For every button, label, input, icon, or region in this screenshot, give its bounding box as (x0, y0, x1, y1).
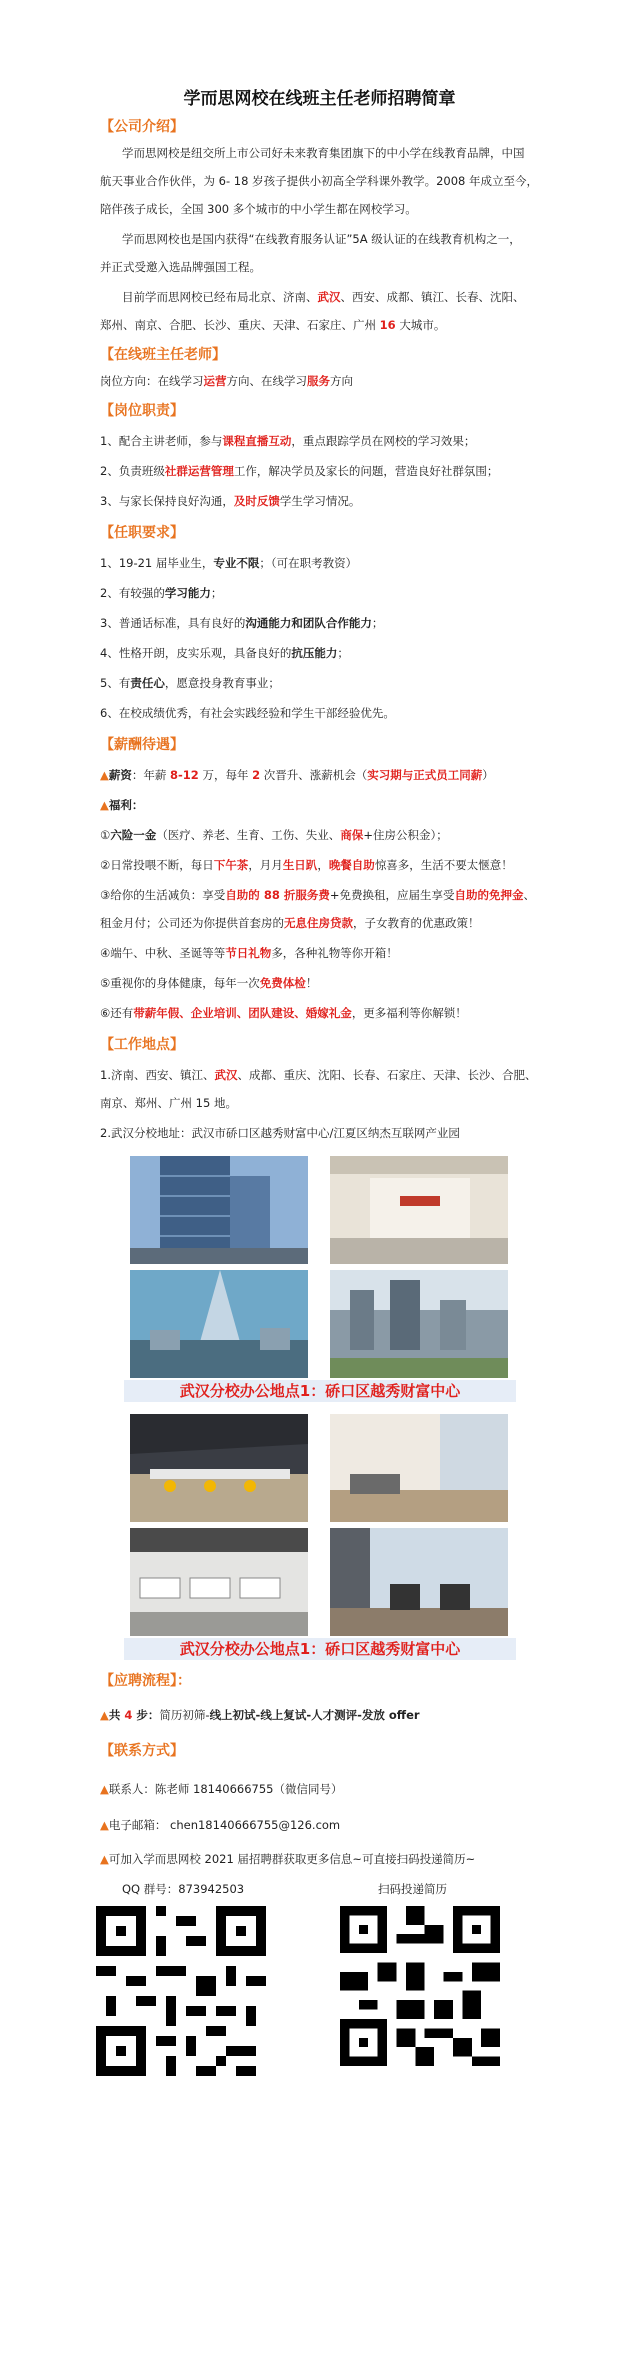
contact-email: ▲电子邮箱： chen18140666755@126.com (100, 1818, 341, 1832)
company-para-1b: 航天事业合作伙伴，为 6- 18 岁孩子提供小初高全学科课外教学。2008 年成立至今， (100, 174, 538, 188)
welfare-item-3-line2: 租金月付；公司还为你提供首套房的无息住房贷款，子女教育的优惠政策！ (100, 916, 480, 930)
triangle-bullet-icon: ▲ (100, 1852, 109, 1866)
section-place-heading: 【工作地点】 (100, 1037, 184, 1053)
triangle-bullet-icon: ▲ (100, 1708, 109, 1722)
triangle-bullet-icon: ▲ (100, 798, 109, 812)
welfare-item-3: ③给你的生活减负：享受自助的 88 折服务费+免费换租，应届生享受自助的免押金、 (100, 888, 535, 902)
section-contact-heading: 【联系方式】 (100, 1743, 184, 1759)
section-req-heading: 【任职要求】 (100, 525, 184, 541)
welfare-item-2: ②日常投喂不断，每日下午茶，月月生日趴，晚餐自助惊喜多，生活不要太惬意！ (100, 858, 513, 872)
qr-code-group (96, 1906, 266, 2079)
section-process-heading: 【应聘流程】： (100, 1673, 191, 1689)
gym-photo (330, 1528, 508, 1636)
lounge-photo (330, 1414, 508, 1522)
company-para-1a: 学而思网校是纽交所上市公司好未来教育集团旗下的中小学在线教育品牌，中国 (122, 146, 525, 160)
req-item-4: 4、性格开朗，皮实乐观，具备良好的抗压能力； (100, 646, 349, 660)
company-para-2b: 并正式受邀入选品牌强国工程。 (100, 260, 261, 274)
section-company-heading: 【公司介绍】 (100, 119, 184, 135)
welfare-label: ▲福利： (100, 798, 144, 812)
req-item-5: 5、有责任心，愿意投身教育事业； (100, 676, 280, 690)
workspace-photo (130, 1528, 308, 1636)
aerial-photo (130, 1270, 308, 1378)
salary-line: ▲薪资：年薪 8-12 万，每年 2 次晋升、涨薪机会（实习期与正式员工同薪） (100, 768, 494, 782)
contact-person: ▲联系人：陈老师 18140666755（微信同号） (100, 1782, 343, 1796)
qr-code-resume (340, 1906, 500, 2069)
welfare-item-5: ⑤重视你的身体健康，每年一次免费体检！ (100, 976, 318, 990)
company-para-1c: 陪伴孩子成长，全国 300 多个城市的中小学生都在网校学习。 (100, 202, 417, 216)
welfare-item-6: ⑥还有带薪年假、企业培训、团队建设、婚嫁礼金，更多福利等你解锁！ (100, 1006, 467, 1020)
office-photo (130, 1414, 308, 1522)
welfare-item-1: ①六险一金（医疗、养老、生育、工伤、失业、商保+住房公积金）； (100, 828, 448, 842)
city-photo (330, 1270, 508, 1378)
company-para-3a: 目前学而思网校已经布局北京、济南、武汉、西安、成都、镇江、长春、沈阳、 (122, 290, 525, 304)
office-caption-2: 武汉分校办公地点1：硚口区越秀财富中心 (124, 1638, 516, 1660)
teacher-direction: 岗位方向：在线学习运营方向、在线学习服务方向 (100, 374, 353, 388)
triangle-bullet-icon: ▲ (100, 1818, 109, 1832)
triangle-bullet-icon: ▲ (100, 768, 109, 782)
scan-to-apply-label: 扫码投递简历 (378, 1882, 447, 1896)
req-item-3: 3、普通话标准，具有良好的沟通能力和团队合作能力； (100, 616, 384, 630)
welfare-item-4: ④端午、中秋、圣诞等等节日礼物多，各种礼物等你开箱！ (100, 946, 398, 960)
place-line-2: 南京、郑州、广州 15 地。 (100, 1096, 237, 1110)
company-para-2a: 学而思网校也是国内获得“在线教育服务认证”5A 级认证的在线教育机构之一， (122, 232, 521, 246)
duty-item-3: 3、与家长保持良好沟通，及时反馈学生学习情况。 (100, 494, 361, 508)
lobby-photo (330, 1156, 508, 1264)
req-item-1: 1、19-21 届毕业生，专业不限；（可在职考教资） (100, 556, 358, 570)
duty-item-1: 1、配合主讲老师，参与课程直播互动，重点跟踪学员在网校的学习效果； (100, 434, 476, 448)
section-salary-heading: 【薪酬待遇】 (100, 737, 184, 753)
duty-item-2: 2、负责班级社群运营管理工作，解决学员及家长的问题，营造良好社群氛围； (100, 464, 499, 478)
place-line-3: 2.武汉分校地址：武汉市硚口区越秀财富中心/江夏区纳杰互联网产业园 (100, 1126, 460, 1140)
req-item-6: 6、在校成绩优秀，有社会实践经验和学生干部经验优先。 (100, 706, 395, 720)
contact-group-note: ▲可加入学而思网校 2021 届招聘群获取更多信息~可直接扫码投递简历~ (100, 1852, 476, 1866)
qq-group-number: QQ 群号：873942503 (122, 1882, 245, 1896)
place-line-1: 1.济南、西安、镇江、武汉、成都、重庆、沈阳、长春、石家庄、天津、长沙、合肥、 (100, 1068, 537, 1082)
company-para-3b: 郑州、南京、合肥、长沙、重庆、天津、石家庄、广州 16 大城市。 (100, 318, 446, 332)
section-teacher-heading: 【在线班主任老师】 (100, 347, 226, 363)
section-duty-heading: 【岗位职责】 (100, 403, 184, 419)
office-caption-1: 武汉分校办公地点1：硚口区越秀财富中心 (124, 1380, 516, 1402)
req-item-2: 2、有较强的学习能力； (100, 586, 223, 600)
page-title: 学而思网校在线班主任老师招聘简章 (183, 89, 456, 109)
building-photo (130, 1156, 308, 1264)
process-steps: ▲共 4 步：简历初筛-线上初试-线上复试-人才测评-发放 offer (100, 1708, 420, 1722)
triangle-bullet-icon: ▲ (100, 1782, 109, 1796)
